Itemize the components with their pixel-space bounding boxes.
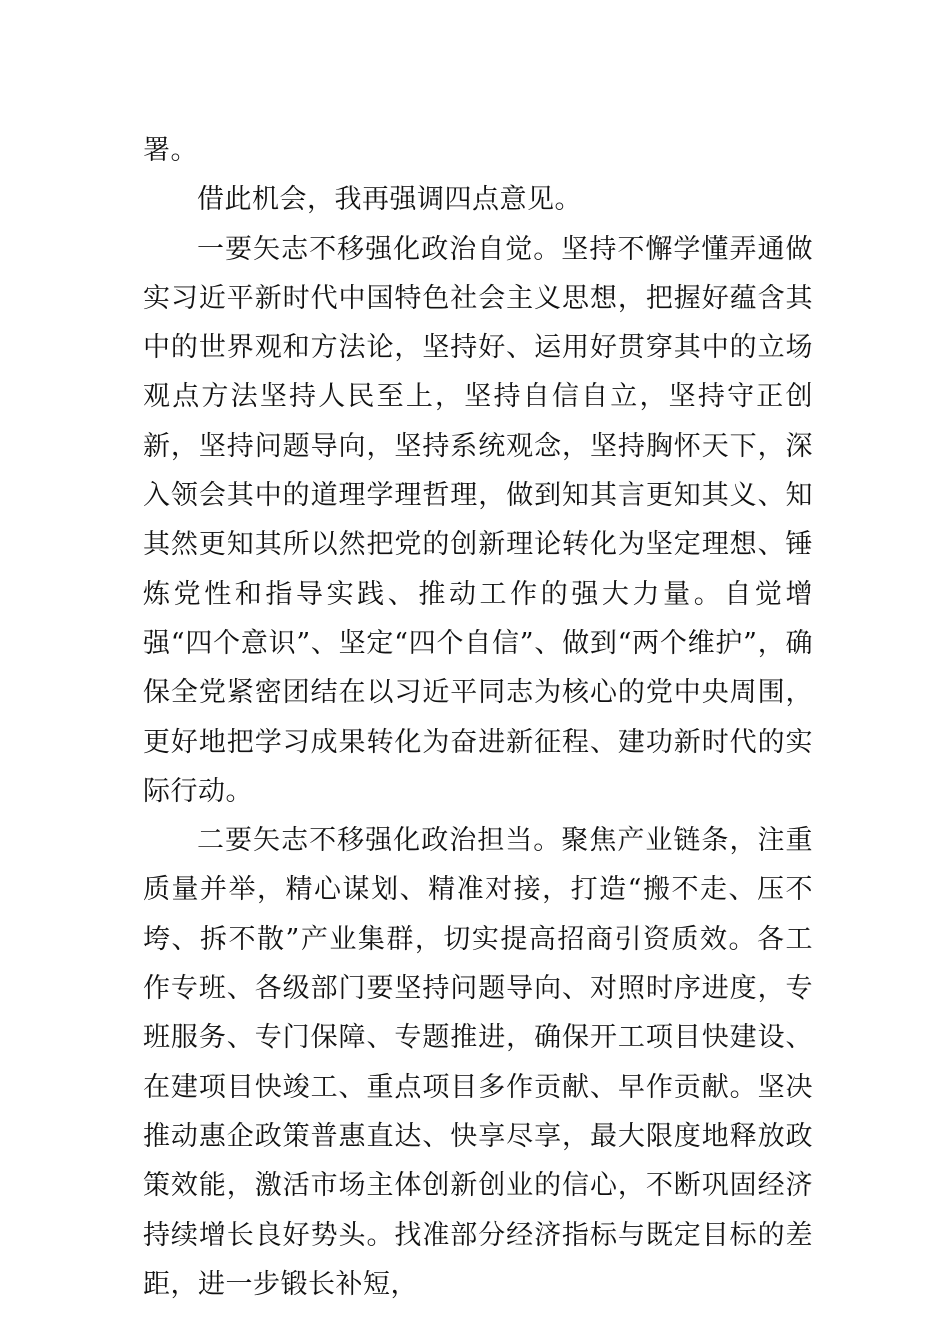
document-body <box>143 126 813 1309</box>
paragraph-point-one: 一要矢志不移强化政治自觉。坚持不懈学懂弄通做实习近平新时代中国特色社会主义思想，把握好蕴含其中的世界观和方法论，坚持好、运用好贯穿其中的立场观点方法坚持人民至上，坚持自信自立，坚持守正创新，坚持问题导向，坚持系统观念，坚持胸怀天下，深入领会其中的道理学理哲理，做到知其言更知其义、知其然更知其所以然把党的创新理论转化为坚定理想、锤炼党性和指导实践、推动工作的强大力量。自觉增强“四个意识”、坚定“四个自信”、做到“两个维护”，确保全党紧密团结在以习近平同志为核心的党中央周围，更好地把学习成果转化为奋进新征程、建功新时代的实际行动。 <box>143 233 813 807</box>
paragraph-intro: 借此机会，我再强调四点意见。 <box>197 184 582 216</box>
paragraph-point-two: 二要矢志不移强化政治担当。聚焦产业链条，注重质量并举，精心谋划、精准对接，打造“搬不走、压不垮、拆不散”产业集群，切实提高招商引资质效。各工作专班、各级部门要坚持问题导向、对照时序进度，专班服务、专门保障、专题推进，确保开工项目快建设、在建项目快竣工、重点项目多作贡献、早作贡献。坚决推动惠企政策普惠直达、快享尽享，最大限度地释放政策效能，激活市场主体创新创业的信心，不断巩固经济持续增长良好势头。找准部分经济指标与既定目标的差距，进一步锻长补短， <box>143 825 813 1300</box>
paragraph-continuation: 署。 <box>143 135 198 166</box>
